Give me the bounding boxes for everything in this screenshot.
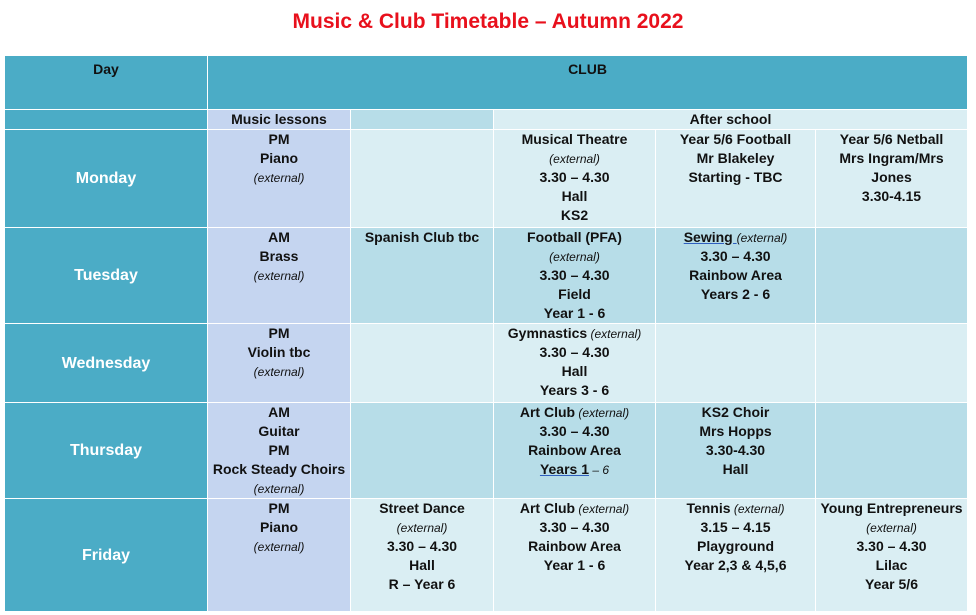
header-day: Day xyxy=(5,56,208,110)
cell-line xyxy=(819,556,964,575)
cell-text: (external) xyxy=(253,540,305,554)
cell-text: Year 2,3 & 4,5,6 xyxy=(684,557,787,573)
cell-text: 3.30 – 4.30 xyxy=(856,538,927,554)
cell-line xyxy=(819,537,964,556)
cell-line xyxy=(354,575,490,594)
cell-line xyxy=(659,168,812,187)
cell-text: 3.30-4.15 xyxy=(861,188,922,204)
cell-line xyxy=(354,499,490,518)
cell-line xyxy=(497,362,652,381)
after-school-cell-1 xyxy=(494,403,656,499)
cell-line xyxy=(211,537,347,556)
cell-text: Violin tbc xyxy=(247,344,311,360)
row-monday xyxy=(5,130,968,228)
cell-line xyxy=(497,206,652,225)
cell-text: (external) xyxy=(866,521,917,535)
cell-text: Gymnastics xyxy=(507,325,588,341)
cell-text: Street Dance xyxy=(379,500,465,516)
cell-text: Year 1 - 6 xyxy=(543,305,606,321)
subheader-blank-club xyxy=(351,110,494,130)
cell-line xyxy=(497,343,652,362)
cell-line xyxy=(497,149,652,168)
after-school-cell-3 xyxy=(816,324,968,403)
cell-line xyxy=(211,324,347,343)
cell-text: Years 2 - 6 xyxy=(700,286,771,302)
external-note: (external) xyxy=(587,327,642,341)
cell-text: Hall xyxy=(409,557,435,573)
cell-line xyxy=(659,499,812,518)
music-cell xyxy=(208,130,351,228)
cell-text: Musical Theatre xyxy=(521,131,628,147)
cell-text: Mrs Ingram/Mrs Jones xyxy=(839,150,944,185)
cell-text: (external) xyxy=(253,269,305,283)
cell-text: Starting - TBC xyxy=(688,169,783,185)
cell-text: Rainbow Area xyxy=(689,267,782,283)
cell-line xyxy=(211,403,347,422)
cell-text: AM xyxy=(268,229,290,245)
cell-line xyxy=(211,518,347,537)
cell-line xyxy=(211,130,347,149)
after-school-cell-1 xyxy=(494,324,656,403)
cell-text: 3.30-4.30 xyxy=(705,442,766,458)
after-school-cell-2 xyxy=(656,403,816,499)
cell-line xyxy=(659,266,812,285)
music-cell xyxy=(208,324,351,403)
cell-line xyxy=(211,422,347,441)
cell-line xyxy=(497,324,652,343)
cell-text: Hall xyxy=(561,363,588,379)
timetable xyxy=(4,55,968,612)
external-note: (external) xyxy=(575,406,630,420)
after-school-cell-3 xyxy=(816,130,968,228)
after-school-cell-2 xyxy=(656,499,816,612)
cell-text: Lilac xyxy=(875,557,908,573)
cell-text: PM xyxy=(268,325,290,341)
after-school-cell-1 xyxy=(494,130,656,228)
cell-line xyxy=(497,381,652,400)
cell-line xyxy=(211,441,347,460)
cell-text: Mrs Hopps xyxy=(699,423,772,439)
cell-text: (external) xyxy=(253,482,305,496)
cell-line xyxy=(497,285,652,304)
cell-line xyxy=(659,228,812,247)
cell-text: 3.15 – 4.15 xyxy=(700,519,771,535)
cell-line xyxy=(497,460,652,479)
cell-line xyxy=(659,556,812,575)
after-school-cell-2 xyxy=(656,324,816,403)
music-cell xyxy=(208,403,351,499)
club-cell xyxy=(351,403,494,499)
cell-line xyxy=(354,537,490,556)
cell-text: Field xyxy=(558,286,591,302)
club-cell xyxy=(351,130,494,228)
cell-line xyxy=(659,460,812,479)
cell-line xyxy=(497,187,652,206)
cell-text: (external) xyxy=(549,152,600,166)
cell-line xyxy=(659,130,812,149)
cell-line xyxy=(211,149,347,168)
cell-line xyxy=(211,228,347,247)
cell-line xyxy=(497,518,652,537)
cell-text: R – Year 6 xyxy=(388,576,456,592)
cell-text: 3.30 – 4.30 xyxy=(539,169,610,185)
cell-text: Year 5/6 Football xyxy=(679,131,792,147)
row-wednesday xyxy=(5,324,968,403)
cell-line xyxy=(497,403,652,422)
cell-text: (external) xyxy=(549,250,600,264)
cell-text: Year 5/6 xyxy=(865,576,918,592)
after-school-cell-2 xyxy=(656,130,816,228)
cell-line xyxy=(819,575,964,594)
club-cell xyxy=(351,324,494,403)
row-thursday xyxy=(5,403,968,499)
club-cell xyxy=(351,499,494,612)
cell-line xyxy=(211,343,347,362)
external-note: (external) xyxy=(730,502,785,516)
cell-line xyxy=(497,556,652,575)
cell-text: PM xyxy=(268,442,290,458)
cell-line xyxy=(819,499,964,518)
cell-text: Tennis xyxy=(686,500,731,516)
cell-line xyxy=(211,247,347,266)
cell-line xyxy=(497,247,652,266)
day-cell: Monday xyxy=(5,130,208,228)
cell-text: PM xyxy=(268,500,290,516)
cell-line xyxy=(819,130,964,149)
external-note: – 6 xyxy=(589,463,610,477)
cell-line xyxy=(211,168,347,187)
music-cell xyxy=(208,228,351,324)
day-cell: Thursday xyxy=(5,403,208,499)
cell-text: Rock Steady Choirs xyxy=(212,461,346,477)
cell-text: Piano xyxy=(259,519,299,535)
day-cell: Friday xyxy=(5,499,208,612)
cell-text: Years 3 - 6 xyxy=(539,382,610,398)
cell-text: Piano xyxy=(259,150,299,166)
cell-text: PM xyxy=(268,131,290,147)
cell-line xyxy=(497,266,652,285)
cell-line xyxy=(659,422,812,441)
after-school-cell-3 xyxy=(816,228,968,324)
cell-line xyxy=(497,499,652,518)
cell-line xyxy=(497,228,652,247)
cell-line xyxy=(497,441,652,460)
cell-line xyxy=(211,266,347,285)
cell-text: Guitar xyxy=(258,423,300,439)
cell-text: 3.30 – 4.30 xyxy=(539,423,610,439)
cell-text: Year 1 - 6 xyxy=(543,557,606,573)
cell-line xyxy=(659,537,812,556)
after-school-cell-3 xyxy=(816,403,968,499)
cell-text: (external) xyxy=(253,365,305,379)
cell-text: 3.30 – 4.30 xyxy=(539,519,610,535)
day-cell: Tuesday xyxy=(5,228,208,324)
cell-line xyxy=(497,537,652,556)
cell-line xyxy=(819,518,964,537)
cell-text: Art Club xyxy=(519,500,576,516)
subheader-music: Music lessons xyxy=(208,110,351,130)
cell-text: Sewing xyxy=(683,229,737,245)
cell-text: Young Entrepreneurs xyxy=(820,500,963,516)
after-school-cell-2 xyxy=(656,228,816,324)
cell-line xyxy=(819,187,964,206)
after-school-cell-3 xyxy=(816,499,968,612)
cell-text: Mr Blakeley xyxy=(696,150,775,166)
cell-text: Year 5/6 Netball xyxy=(839,131,944,147)
cell-line xyxy=(659,441,812,460)
header-club: CLUB xyxy=(208,56,968,110)
cell-line xyxy=(659,518,812,537)
cell-line xyxy=(659,149,812,168)
cell-text: 3.30 – 4.30 xyxy=(700,248,771,264)
cell-text: (external) xyxy=(253,171,305,185)
cell-line xyxy=(354,228,490,247)
cell-line xyxy=(497,422,652,441)
row-friday xyxy=(5,499,968,612)
after-school-cell-1 xyxy=(494,228,656,324)
cell-text: (external) xyxy=(396,521,448,535)
cell-text: Art Club xyxy=(519,404,576,420)
club-cell xyxy=(351,228,494,324)
page-title: Music & Club Timetable – Autumn 2022 xyxy=(292,10,684,33)
cell-text: 3.30 – 4.30 xyxy=(539,267,610,283)
cell-line xyxy=(211,362,347,381)
after-school-cell-1 xyxy=(494,499,656,612)
cell-text: Hall xyxy=(722,461,749,477)
cell-line xyxy=(211,479,347,498)
cell-text: 3.30 – 4.30 xyxy=(386,538,458,554)
cell-text: KS2 xyxy=(560,207,589,223)
external-note: (external) xyxy=(575,502,630,516)
cell-line xyxy=(497,130,652,149)
cell-text: Brass xyxy=(259,248,299,264)
music-cell xyxy=(208,499,351,612)
cell-text: Rainbow Area xyxy=(528,442,621,458)
cell-line xyxy=(211,499,347,518)
cell-line xyxy=(659,285,812,304)
cell-text: 3.30 – 4.30 xyxy=(539,344,610,360)
cell-text: AM xyxy=(268,404,290,420)
cell-line xyxy=(659,247,812,266)
external-note: (external) xyxy=(736,231,788,245)
day-cell: Wednesday xyxy=(5,324,208,403)
cell-line xyxy=(211,460,347,479)
cell-line xyxy=(819,149,964,187)
cell-line xyxy=(497,168,652,187)
cell-text: Spanish Club tbc xyxy=(364,229,480,245)
subheader-after-school: After school xyxy=(494,110,968,130)
subheader-blank xyxy=(5,110,208,130)
cell-text: Hall xyxy=(561,188,588,204)
cell-line xyxy=(497,304,652,323)
cell-line xyxy=(354,518,490,537)
cell-text: Years 1 xyxy=(539,461,590,477)
cell-line xyxy=(659,403,812,422)
cell-text: Rainbow Area xyxy=(528,538,621,554)
cell-text: Playground xyxy=(696,538,774,554)
cell-text: KS2 Choir xyxy=(701,404,770,420)
cell-line xyxy=(354,556,490,575)
cell-text: Football (PFA) xyxy=(527,229,622,245)
row-tuesday xyxy=(5,228,968,324)
